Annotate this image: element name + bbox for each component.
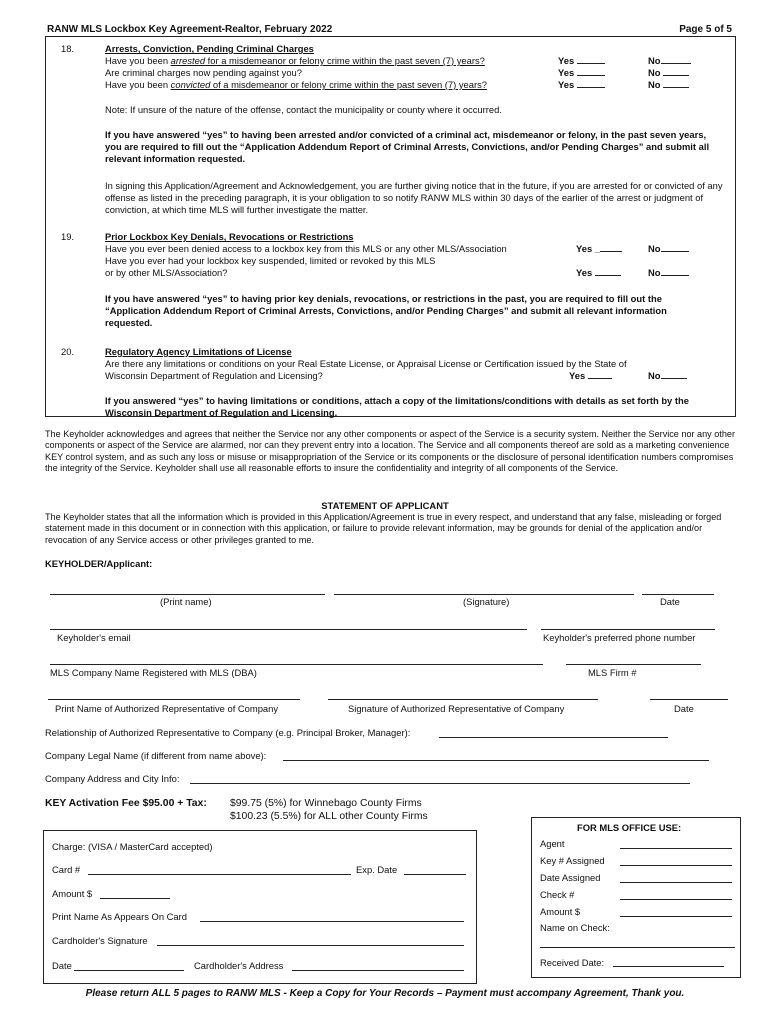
- cardholder-signature-label: Cardholder's Signature: [52, 935, 148, 946]
- cardholder-address-line[interactable]: [292, 970, 464, 971]
- s19-bold-instruction: If you have answered “yes” to having prior key denials, revocations, or restrictions in the past, you are required to fill out the “Application Addendum Report of Criminal Arrests, Convictions, and/or Pending Charges” and submit all relevant information requested.: [105, 293, 667, 328]
- rep-signature-line[interactable]: [328, 699, 598, 700]
- relationship-label: Relationship of Authorized Representative to Company (e.g. Principal Broker, Manager):: [45, 727, 411, 738]
- office-received-label: Received Date:: [540, 957, 605, 968]
- s18-no-3[interactable]: No: [648, 79, 689, 91]
- card-number-label: Card #: [52, 864, 81, 875]
- s18-note: Note: If unsure of the nature of the offense, contact the municipality or county where it occurred.: [105, 104, 502, 115]
- rep-name-line[interactable]: [48, 699, 300, 700]
- card-number-line[interactable]: [88, 874, 351, 875]
- legal-name-line[interactable]: [283, 760, 709, 761]
- page-number: Page 5 of 5: [679, 24, 732, 35]
- statement-heading: STATEMENT OF APPLICANT: [321, 500, 449, 511]
- section-20-title: Regulatory Agency Limitations of License: [105, 346, 292, 357]
- office-amount-line[interactable]: [620, 916, 732, 917]
- office-name-on-check-label: Name on Check:: [540, 922, 610, 933]
- phone-line[interactable]: [541, 629, 715, 630]
- payment-date-label: Date: [52, 960, 72, 971]
- rep-date-label: Date: [674, 703, 694, 714]
- charge-label: Charge: (VISA / MasterCard accepted): [52, 841, 213, 852]
- s20-bold-instruction: If you answered “yes” to having limitations or conditions, attach a copy of the limitations/conditions with details as set forth by the Wisconsin Department of Regulation and Licensing.: [105, 395, 689, 418]
- cardholder-address-label: Cardholder's Address: [194, 960, 284, 971]
- s18-no-2[interactable]: No: [648, 67, 689, 79]
- section-20-number: 20.: [61, 346, 75, 357]
- footer-note: Please return ALL 5 pages to RANW MLS - Keep a Copy for Your Records – Payment must accompany Agreement, Thank you.: [85, 988, 685, 999]
- company-name-line[interactable]: [50, 664, 543, 665]
- office-check-line[interactable]: [620, 899, 732, 900]
- s18-no-1[interactable]: No: [648, 55, 691, 67]
- s18-yes-3[interactable]: Yes: [558, 79, 605, 91]
- section-19-title: Prior Lockbox Key Denials, Revocations or Restrictions: [105, 231, 354, 242]
- fee-winnebago: $99.75 (5%) for Winnebago County Firms: [230, 798, 422, 809]
- section-19-number: 19.: [61, 231, 75, 242]
- address-line[interactable]: [190, 783, 690, 784]
- firm-number-label: MLS Firm #: [588, 667, 637, 678]
- keyholder-acknowledgement: The Keyholder acknowledges and agrees that neither the Service nor any other components or aspect of the Service is a security system. Neither the Service nor any other components or aspect of the Service are alarmed, nor can they prevent entry into a location. The Service and all components thereof are sold as a marketing convenience KEY control system, and as such any loss or misuse or misappropriation of the Service or its components or the disclosure of personal identification numbers compromises the integrity of the Service. Keyholder shall use all reasonable efforts to insure the confidentiality and integrity of all components of the Service.: [45, 429, 735, 474]
- office-name-on-check-line[interactable]: [540, 947, 735, 948]
- address-label: Company Address and City Info:: [45, 773, 180, 784]
- amount-line[interactable]: [100, 898, 170, 899]
- applicant-date-label: Date: [660, 596, 680, 607]
- s20-question-line-2: Wisconsin Department of Regulation and Licensing?: [105, 370, 323, 381]
- rep-date-line[interactable]: [650, 699, 728, 700]
- rep-name-label: Print Name of Authorized Representative of Company: [55, 703, 279, 714]
- applicant-date-line[interactable]: [642, 594, 714, 595]
- section-18-number: 18.: [61, 43, 75, 54]
- office-agent-line[interactable]: [620, 848, 732, 849]
- s20-no[interactable]: No: [648, 370, 687, 382]
- s18-yes-2[interactable]: Yes: [558, 67, 605, 79]
- firm-number-line[interactable]: [566, 664, 701, 665]
- s18-signing-notice: In signing this Application/Agreement and Acknowledgement, you are further giving notice that in the future, if you are arrested for or convicted of any offense as listed in the preceding paragraph, it is your obligation to so notify RANW MLS within 30 days of the earlier of the arrest or judgment of conviction, at which time MLS will further investigate the matter.: [105, 180, 723, 215]
- s18-bold-instruction: If you have answered “yes” to having been arrested and/or convicted of a criminal act, misdemeanor or felony, in the past seven years, you are required to fill out the “Application Addendum Report of Criminal Arrests, Convictions, and/or Pending Charges” and submit all relevant information requested.: [105, 129, 710, 164]
- s18-question-pending: Are criminal charges now pending against you?: [105, 67, 302, 78]
- s19-yes-2[interactable]: Yes: [576, 267, 621, 279]
- rep-signature-label: Signature of Authorized Representative of Company: [348, 703, 565, 714]
- print-name-line[interactable]: [50, 594, 325, 595]
- email-label: Keyholder's email: [57, 632, 131, 643]
- s19-question-denied: Have you ever been denied access to a lockbox key from this MLS or any other MLS/Association: [105, 243, 507, 254]
- s19-question-suspended: Have you ever had your lockbox key suspended, limited or revoked by this MLS: [105, 255, 436, 266]
- print-name-on-card-label: Print Name As Appears On Card: [52, 911, 187, 922]
- company-name-label: MLS Company Name Registered with MLS (DBA): [50, 667, 257, 678]
- relationship-line[interactable]: [439, 737, 668, 738]
- s20-question-line-1: Are there any limitations or conditions on your Real Estate License, or Appraisal License or Certification issued by the State of: [105, 358, 627, 369]
- amount-label: Amount $: [52, 888, 93, 899]
- office-date-assigned-line[interactable]: [620, 882, 732, 883]
- office-amount-label: Amount $: [540, 906, 581, 917]
- s19-no-2[interactable]: No: [648, 267, 689, 279]
- s18-yes-1[interactable]: Yes: [558, 55, 605, 67]
- payment-date-line[interactable]: [74, 970, 184, 971]
- applicant-heading: KEYHOLDER/Applicant:: [45, 558, 153, 569]
- print-name-label: (Print name): [160, 596, 212, 607]
- statement-text: The Keyholder states that all the information which is provided in this Application/Agreement is true in every respect, and understand that any false, misleading or forged statement made in this document or in connection with this application, or failure to provide relevant information, may be grounds for denial of the application and/or revocation of any Service access or other privileges granted to me.: [45, 512, 722, 545]
- office-agent-label: Agent: [540, 838, 565, 849]
- exp-date-label: Exp. Date: [356, 864, 398, 875]
- cardholder-signature-line[interactable]: [157, 945, 464, 946]
- legal-name-label: Company Legal Name (if different from name above):: [45, 750, 267, 761]
- print-name-on-card-line[interactable]: [200, 921, 464, 922]
- s18-question-arrested: Have you been arrested for a misdemeanor or felony crime within the past seven (7) years?: [105, 55, 485, 66]
- s19-question-other-mls: or by other MLS/Association?: [105, 267, 228, 278]
- s19-yes-1[interactable]: Yes _: [576, 243, 622, 255]
- phone-label: Keyholder's preferred phone number: [543, 632, 696, 643]
- office-key-assigned-line[interactable]: [620, 865, 732, 866]
- document-title: RANW MLS Lockbox Key Agreement-Realtor, February 2022: [47, 24, 333, 35]
- s19-no-1[interactable]: No: [648, 243, 689, 255]
- fee-label: KEY Activation Fee $95.00 + Tax:: [45, 798, 207, 809]
- office-key-assigned-label: Key # Assigned: [540, 855, 605, 866]
- exp-date-line[interactable]: [404, 874, 466, 875]
- signature-label: (Signature): [463, 596, 510, 607]
- email-line[interactable]: [50, 629, 527, 630]
- s18-question-convicted: Have you been convicted of a misdemeanor or felony crime within the past seven (7) years?: [105, 79, 487, 90]
- s20-yes[interactable]: Yes: [569, 370, 612, 382]
- office-received-line[interactable]: [613, 966, 724, 967]
- office-date-assigned-label: Date Assigned: [540, 872, 601, 883]
- office-use-heading: FOR MLS OFFICE USE:: [577, 822, 682, 833]
- section-18-title: Arrests, Conviction, Pending Criminal Charges: [105, 43, 314, 54]
- signature-line[interactable]: [334, 594, 634, 595]
- office-check-label: Check #: [540, 889, 575, 900]
- fee-other-county: $100.23 (5.5%) for ALL other County Firms: [230, 811, 428, 822]
